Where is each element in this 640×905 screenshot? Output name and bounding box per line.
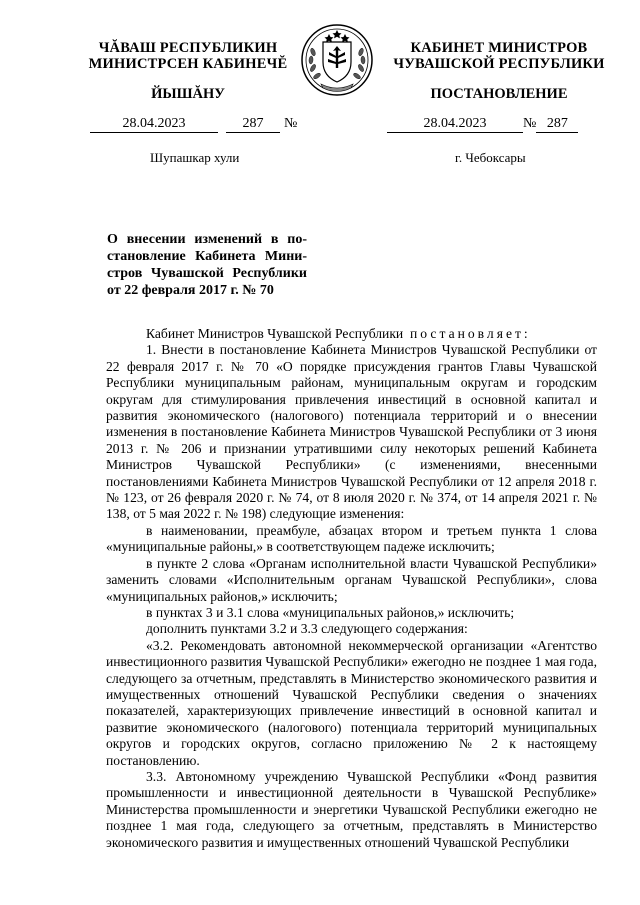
place-right: г. Чебоксары [455,150,526,165]
header-left-doctype: ЙЫШĂНУ [151,86,225,102]
header-left-line2: МИНИСТРСЕН КАБИНЕЧĔ [88,56,288,72]
body-paragraph: в пунктах 3 и 3.1 слова «муниципальных районов,» исключить; [146,604,515,620]
header-left-line1: ЧĂВАШ РЕСПУБЛИКИН [98,40,278,56]
registration-right [387,116,578,133]
registration-right-number: 287 [536,116,578,133]
document-subject [107,231,307,299]
body-paragraph: дополнить пунктами 3.2 и 3.3 следующего содержания: [146,621,468,637]
header-right-line2: ЧУВАШСКОЙ РЕСПУБЛИКИ [393,56,605,72]
header-right-block [385,40,613,72]
subject-line: становление Кабинета Мини- [107,249,307,264]
subject-line: стров Чувашской Республики [107,266,307,281]
body-paragraph: 1. Внести в постановление Кабинета Министров Чувашской Республики от 22 февраля 2017 г. № 70 «О порядке присуждения грантов Главы Чувашской Республики муниципальным районам, муниципальным округам и городским округам для стимулирования привлечения инвестиций в основной капитал и развития экономического (налогового) потенциала территорий и о внесении изменения в постановление Кабинета Министров Чувашской Республики от 3 июня 2013 г. № 206 и признании утратившими силу некоторых решений Кабинета Министров Чувашской Республики» (с изменениями, внесенными постановлениями Кабинета Министров Чувашской Республики от 12 апреля 2018 г. № 123, от 26 февраля 2020 г. № 74, от 8 июля 2020 г. № 374, от 14 апреля 2021 г. № 138, от 5 мая 2022 г. № 198) следующие изменения: [106,342,597,522]
body-paragraph: «3.2. Рекомендовать автономной некоммерческой организации «Агентство инвестиционного развития Чувашской Республики» ежегодно не позднее 1 мая года, следующего за отчетным, представлять в Министерство экономического развития и имущественных отношений Чувашской Республики сведения о значениях показателей, характеризующих привлечение инвестиций в основной капитал и развитие экономического (налогового) потенциала территорий муниципальных округов и городских округов, согласно приложению № 2 к настоящему постановлению. [106,637,597,768]
registration-right-date: 28.04.2023 [387,116,523,133]
body-paragraph: в наименовании, преамбуле, абзацах втором и третьем пункта 1 слова «муниципальные районы,» в соответствующем падеже исключить; [106,522,597,555]
body-paragraph: 3.3. Автономному учреждению Чувашской Республики «Фонд развития промышленности и инвестиционной деятельности в Чувашской Республике» Министерства промышленности и энергетики Чувашской Республики ежегодно не позднее 1 мая года, следующего за отчетным, представлять в Министерство экономического развития и имущественных отношений Чувашской Республики [106,768,597,850]
place-left: Шупашкар хули [150,150,240,165]
coat-of-arms-chuvashia-icon [299,22,375,98]
intro-prefix: Кабинет Министров Чувашской Республики [146,326,404,341]
header-left-block [78,40,298,72]
subject-line: О внесении изменений в по- [107,232,307,247]
header-right-doctype: ПОСТАНОВЛЕНИЕ [430,86,568,102]
registration-left-number: 287 [226,116,280,133]
body-paragraph: в пункте 2 слова «Органам исполнительной власти Чувашской Республики» заменить словами «Исполнительным органам Чувашской Республики», слова «муниципальных районов,» исключить; [106,555,597,604]
intro-action: постановляет: [410,326,531,341]
registration-left [90,116,297,133]
document-body [106,326,597,851]
intro-paragraph [106,326,597,342]
registration-left-date: 28.04.2023 [90,116,218,133]
subject-line: от 22 февраля 2017 г. № 70 [107,283,274,298]
registration-left-no-sign: № [284,116,298,131]
registration-right-no-sign: № [523,116,537,131]
header-right-line1: КАБИНЕТ МИНИСТРОВ [410,40,588,56]
